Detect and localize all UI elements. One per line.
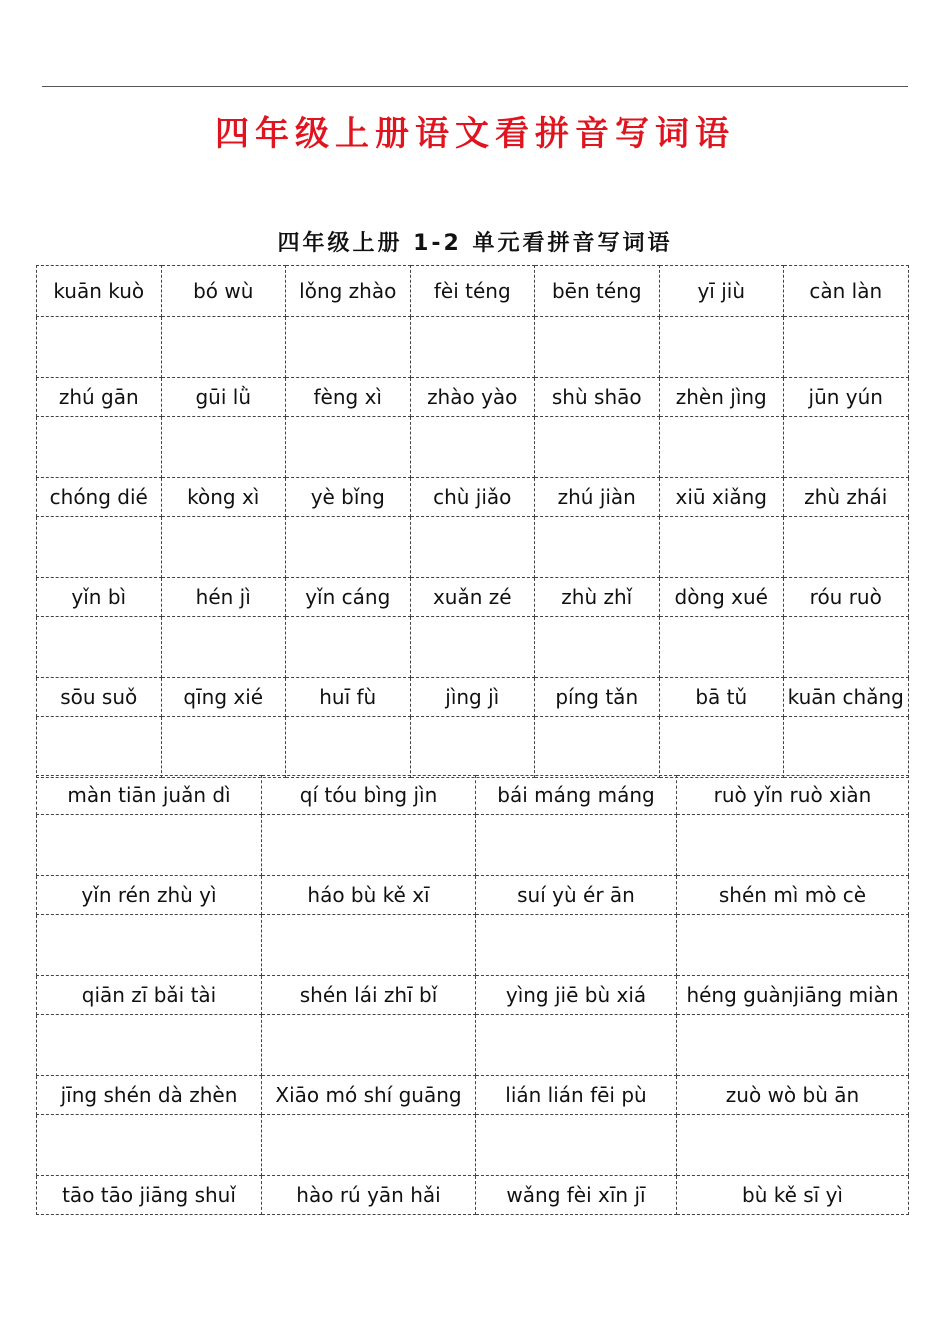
pinyin-text: yī jiù [697,279,746,303]
answer-box[interactable] [677,1115,909,1176]
pinyin-cell [37,378,162,417]
pinyin-cell [37,776,262,815]
pinyin-cell [784,378,909,417]
answer-box[interactable] [37,717,162,778]
pinyin-text: gūi lǜ [195,385,252,409]
two-char-pinyin-row [37,578,909,617]
two-char-answer-row [37,317,909,378]
answer-box[interactable] [410,617,535,678]
pinyin-text: kuān kuò [53,279,145,303]
pinyin-cell [677,776,909,815]
four-char-pinyin-row [37,976,909,1015]
pinyin-cell [410,378,535,417]
answer-box[interactable] [476,815,677,876]
answer-box[interactable] [262,1015,476,1076]
two-char-pinyin-row [37,478,909,517]
pinyin-cell [410,266,535,317]
pinyin-text: fèng xì [313,385,382,409]
pinyin-text: hén jì [195,585,251,609]
pinyin-text: qí tóu bìng jìn [299,783,438,807]
pinyin-text: zhú gān [58,385,139,409]
answer-box[interactable] [286,717,411,778]
pinyin-text: zuò wò bù ān [725,1083,860,1107]
pinyin-text: zhèn jìng [675,385,767,409]
pinyin-cell [410,478,535,517]
answer-box[interactable] [784,517,909,578]
answer-box[interactable] [286,417,411,478]
pinyin-text: huī fù [319,685,377,709]
pinyin-text: bái máng máng [497,783,655,807]
pinyin-text: xiū xiǎng [675,485,767,509]
pinyin-cell [262,1176,476,1215]
pinyin-cell [37,678,162,717]
answer-box[interactable] [659,317,784,378]
pinyin-text: jūn yún [808,385,883,409]
pinyin-text: zhào yào [427,385,518,409]
answer-box[interactable] [677,915,909,976]
pinyin-text: lǒng zhào [299,279,397,303]
two-char-pinyin-row [37,266,909,317]
answer-box[interactable] [476,915,677,976]
pinyin-text: bēn téng [551,279,642,303]
answer-box[interactable] [535,517,660,578]
pinyin-text: càn làn [809,279,883,303]
pinyin-text: kòng xì [187,485,260,509]
answer-box[interactable] [410,417,535,478]
pinyin-cell [262,776,476,815]
answer-box[interactable] [476,1015,677,1076]
answer-box[interactable] [677,1015,909,1076]
answer-box[interactable] [476,1115,677,1176]
answer-box[interactable] [659,617,784,678]
answer-box[interactable] [37,317,162,378]
pinyin-cell [161,378,286,417]
pinyin-text: shén lái zhī bǐ [299,983,438,1007]
pinyin-cell [410,678,535,717]
four-char-pinyin-row [37,776,909,815]
answer-box[interactable] [161,417,286,478]
four-char-pinyin-row [37,876,909,915]
pinyin-text: kuān chǎng [787,685,904,709]
pinyin-cell [476,976,677,1015]
answer-box[interactable] [784,617,909,678]
pinyin-cell [37,266,162,317]
pinyin-text: róu ruò [809,585,882,609]
answer-box[interactable] [410,517,535,578]
pinyin-cell [476,876,677,915]
two-char-answer-row [37,717,909,778]
four-char-pinyin-row [37,1076,909,1115]
answer-box[interactable] [37,517,162,578]
answer-box[interactable] [784,417,909,478]
answer-box[interactable] [535,717,660,778]
answer-box[interactable] [37,417,162,478]
pinyin-text: sōu suǒ [60,685,138,709]
pinyin-cell [476,776,677,815]
pinyin-cell [286,266,411,317]
pinyin-text: suí yù ér ān [517,883,635,907]
pinyin-text: háo bù kě xī [307,883,430,907]
pinyin-cell [37,876,262,915]
pinyin-text: yè bǐng [310,485,385,509]
pinyin-text: jìng jì [445,685,500,709]
pinyin-cell [161,578,286,617]
main-title: 四年级上册语文看拼音写词语 [215,114,735,154]
pinyin-cell [535,578,660,617]
four-char-answer-row [37,815,909,876]
pinyin-cell [286,378,411,417]
four-char-word-table [36,775,909,1215]
two-char-pinyin-row [37,378,909,417]
pinyin-text: xuǎn zé [432,585,512,609]
answer-box[interactable] [535,417,660,478]
pinyin-text: yìng jiē bù xiá [505,983,647,1007]
section-title: 四年级上册 1-2 单元看拼音写词语 [277,231,673,256]
pinyin-text: zhù zhǐ [561,585,633,609]
four-char-answer-row [37,915,909,976]
pinyin-cell [161,478,286,517]
pinyin-cell [161,266,286,317]
pinyin-cell [677,876,909,915]
pinyin-cell [677,976,909,1015]
pinyin-text: chù jiǎo [433,485,512,509]
pinyin-text: chóng dié [49,485,148,509]
answer-box[interactable] [410,317,535,378]
answer-box[interactable] [37,815,262,876]
answer-box[interactable] [37,915,262,976]
pinyin-text: wǎng fèi xīn jī [506,1183,646,1207]
answer-box[interactable] [161,517,286,578]
answer-box[interactable] [262,1115,476,1176]
two-char-answer-row [37,517,909,578]
pinyin-cell [535,378,660,417]
four-char-answer-row [37,1015,909,1076]
pinyin-cell [784,578,909,617]
answer-box[interactable] [262,915,476,976]
answer-box[interactable] [659,717,784,778]
pinyin-cell [535,678,660,717]
answer-box[interactable] [37,1015,262,1076]
pinyin-text: lián lián fēi pù [505,1083,647,1107]
pinyin-cell [784,678,909,717]
pinyin-cell [286,578,411,617]
pinyin-text: ruò yǐn ruò xiàn [713,783,872,807]
pinyin-text: dòng xué [674,585,768,609]
answer-box[interactable] [37,617,162,678]
pinyin-cell [476,1076,677,1115]
pinyin-cell [262,876,476,915]
pinyin-cell [677,1176,909,1215]
pinyin-cell [37,478,162,517]
four-char-answer-row [37,1115,909,1176]
pinyin-text: bó wù [193,279,254,303]
pinyin-cell [262,1076,476,1115]
answer-box[interactable] [535,317,660,378]
pinyin-text: qīng xié [183,685,264,709]
two-char-answer-row [37,417,909,478]
pinyin-cell [37,1076,262,1115]
pinyin-cell [476,1176,677,1215]
pinyin-text: yǐn rén zhù yì [81,883,217,907]
pinyin-cell [784,266,909,317]
pinyin-cell [659,266,784,317]
pinyin-text: qiān zī bǎi tài [81,983,217,1007]
pinyin-cell [37,578,162,617]
answer-box[interactable] [161,617,286,678]
pinyin-cell [286,678,411,717]
pinyin-cell [659,578,784,617]
pinyin-text: zhù zhái [804,485,888,509]
two-char-word-table [36,265,909,778]
pinyin-cell [535,478,660,517]
answer-box[interactable] [659,417,784,478]
answer-box[interactable] [784,317,909,378]
answer-box[interactable] [161,317,286,378]
pinyin-cell [659,478,784,517]
pinyin-text: bā tǔ [695,685,748,709]
pinyin-text: fèi téng [433,279,511,303]
pinyin-text: yǐn cáng [305,585,391,609]
answer-box[interactable] [286,617,411,678]
pinyin-text: jīng shén dà zhèn [60,1083,238,1107]
pinyin-text: shù shāo [551,385,642,409]
answer-box[interactable] [784,717,909,778]
pinyin-cell [659,378,784,417]
pinyin-cell [286,478,411,517]
pinyin-cell [659,678,784,717]
pinyin-cell [262,976,476,1015]
pinyin-cell [410,578,535,617]
answer-box[interactable] [535,617,660,678]
answer-box[interactable] [161,717,286,778]
pinyin-cell [37,1176,262,1215]
answer-box[interactable] [286,317,411,378]
answer-box[interactable] [659,517,784,578]
answer-box[interactable] [677,815,909,876]
pinyin-text: tāo tāo jiāng shuǐ [62,1183,236,1207]
pinyin-text: zhú jiàn [557,485,636,509]
pinyin-cell [677,1076,909,1115]
answer-box[interactable] [262,815,476,876]
pinyin-text: bù kě sī yì [742,1183,843,1207]
pinyin-text: Xiāo mó shí guāng [275,1083,462,1107]
pinyin-cell [37,976,262,1015]
two-char-answer-row [37,617,909,678]
pinyin-text: yǐn bì [71,585,127,609]
answer-box[interactable] [37,1115,262,1176]
pinyin-cell [161,678,286,717]
two-char-pinyin-row [37,678,909,717]
pinyin-text: héng guànjiāng miàn [686,983,899,1007]
pinyin-cell [784,478,909,517]
pinyin-text: píng tǎn [555,685,639,709]
pinyin-text: shén mì mò cè [718,883,867,907]
answer-box[interactable] [410,717,535,778]
top-rule [42,86,908,87]
pinyin-cell [535,266,660,317]
pinyin-text: màn tiān juǎn dì [67,783,231,807]
answer-box[interactable] [286,517,411,578]
pinyin-text: hào rú yān hǎi [296,1183,441,1207]
four-char-pinyin-row [37,1176,909,1215]
